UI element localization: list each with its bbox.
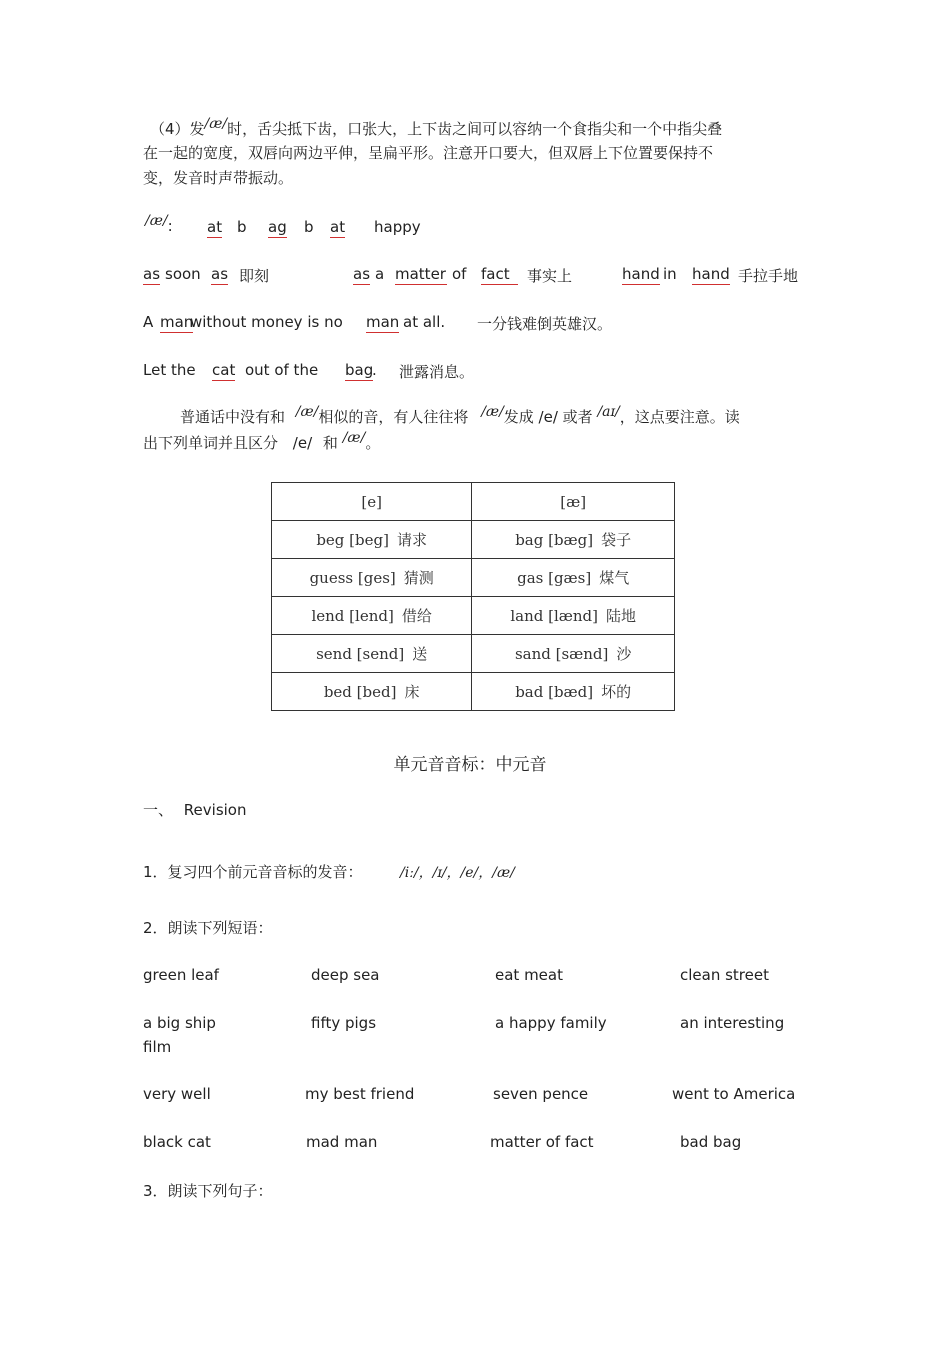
table-row [272,521,675,559]
phrase-cell: went to America [672,1085,796,1103]
proverb2-zh: 泄露消息。 [399,363,475,381]
phrase-fact: fact [481,265,518,285]
table-row [272,597,675,635]
phrase-of: of [452,265,467,283]
proverb1-rest2: at all. [403,313,446,331]
meaning: 坏的 [601,683,632,701]
intro-line-1 [150,118,722,139]
note-text: 出下列单词并且区分 [143,434,279,452]
meaning: 送 [412,645,428,663]
cell-e [272,673,472,711]
phrase-cell: black cat [143,1133,211,1151]
phrase-cell: seven pence [493,1085,589,1103]
meaning: 猜测 [403,569,434,587]
header-ae: [æ] [472,483,675,521]
meaning: 床 [404,683,420,701]
phrase-zh-shoulashou: 手拉手地 [738,267,799,285]
note-text: 和 [322,434,338,452]
proverb2-mid: out of the [245,361,319,379]
note-text: 普通话中没有和 [180,408,286,426]
phrase-cell: deep sea [311,966,380,984]
note-text: 相似的音，有人往往将 [318,408,469,426]
phrase-as: as [353,265,371,283]
cell-e [272,635,472,673]
proverb1-man: man [160,313,194,331]
proverb1-a: A [143,313,154,331]
word: guess [ges] [309,569,396,587]
word: lend [lend] [311,607,394,625]
item-1-symbols: /iː/，/ɪ/，/e/，/æ/ [400,865,515,881]
word: bag [bæg] [515,531,594,549]
cell-ae [472,521,675,559]
phrase-wrap: film [143,1038,172,1056]
phrase-cell: bad bag [680,1133,742,1151]
note-line-2 [143,432,380,453]
phrase-as: as [211,265,229,283]
cell-ae [472,559,675,597]
section-title: 单元音音标：中元音 [393,755,547,775]
revision-heading [143,799,247,820]
phrase-cell: mad man [306,1133,378,1151]
phrase-cell: green leaf [143,966,219,984]
word: gas [gæs] [517,569,592,587]
phrase-a: a [375,265,385,283]
word-at: at [207,218,223,236]
ipa-ae: /æ/ [295,404,319,420]
note-line-1 [180,406,740,427]
word-b: b [237,218,247,236]
proverb1-man2: man [366,313,400,331]
ipa-ae: /æ/ [342,430,366,446]
phrase-cell: a happy family [495,1014,607,1032]
phrase-cell: matter of fact [490,1133,594,1151]
word: beg [beg] [316,531,389,549]
phrase-zh-jike: 即刻 [239,267,270,285]
item-2-label: 2．朗读下列短语： [143,919,273,937]
intro-line-3: 变，发音时声带振动。 [143,169,294,187]
meaning: 袋子 [601,531,632,549]
phrase-hand: hand [622,265,660,283]
phrase-cell: fifty pigs [311,1014,377,1032]
table-row [272,673,675,711]
phrase-cell: eat meat [495,966,563,984]
word-happy: happy [374,218,421,236]
ipa-ae: /æ/ [481,404,504,420]
phrase-cell: very well [143,1085,211,1103]
intro-prefix: （4）发 [150,120,205,138]
proverb1-zh: 一分钱难倒英雄汉。 [477,315,613,333]
word-at: at [330,218,346,236]
phrase-cell: my best friend [305,1085,415,1103]
phrase-in: in [663,265,677,283]
phrase-cell: a big ship [143,1014,216,1032]
word: send [send] [316,645,405,663]
meaning: 沙 [616,645,632,663]
note-text: ，这点要注意。读 [619,408,740,426]
phrase-cell: an interesting [680,1014,785,1032]
phrase-matter: matter [395,265,446,283]
table-header-row [272,483,675,521]
header-e: [e] [272,483,472,521]
phrase-cell: clean street [680,966,769,984]
table-row [272,635,675,673]
proverb1-rest: without money is no [190,313,343,331]
word: sand [sænd] [514,645,609,663]
proverb2-cat: cat [212,361,236,379]
proverb2-dot: . [372,361,377,379]
cell-e [272,521,472,559]
meaning: 陆地 [605,607,636,625]
phrase-hand: hand [692,265,730,283]
meaning: 煤气 [599,569,630,587]
cell-ae [472,673,675,711]
table-row [272,559,675,597]
meaning: 请求 [396,531,427,549]
ipa-ae: /æ/ [145,213,168,229]
phrase-zh-shishishang: 事实上 [527,267,573,285]
revision-label: Revision [183,801,247,819]
cell-ae [472,597,675,635]
word: bed [bed] [323,683,397,701]
revision-number: 一、 [143,801,174,819]
intro-line1-text: 时，舌尖抵下齿，口张大，上下齿之间可以容纳一个食指尖和一个中指尖叠 [227,120,723,138]
vowel-comparison-table [271,482,675,711]
proverb2-bag: bag [345,361,374,379]
colon: : [167,217,173,235]
note-text: 。 [365,434,381,452]
ipa-ai: /aɪ/ [597,404,620,420]
item-3-label: 3．朗读下列句子： [143,1182,273,1200]
cell-e [272,597,472,635]
ipa-e: /e/ [292,434,313,452]
cell-e [272,559,472,597]
sound-words-line [145,213,173,235]
cell-ae [472,635,675,673]
word: bad [bæd] [515,683,594,701]
phrase-as: as [143,265,161,283]
item-1-label: 1．复习四个前元音音标的发音： [143,863,363,881]
phrase-soon: soon [165,265,201,283]
word-b: b [304,218,314,236]
word-ag: ag [268,218,287,236]
intro-line-2: 在一起的宽度，双唇向两边平伸，呈扁平形。注意开口要大，但双唇上下位置要保持不 [143,144,714,162]
ipa-ae: /æ/ [204,116,228,132]
word: land [lænd] [510,607,598,625]
proverb2-let-the: Let the [143,361,196,379]
meaning: 借给 [401,607,432,625]
note-text: 发成 /e/ 或者 [503,408,593,426]
